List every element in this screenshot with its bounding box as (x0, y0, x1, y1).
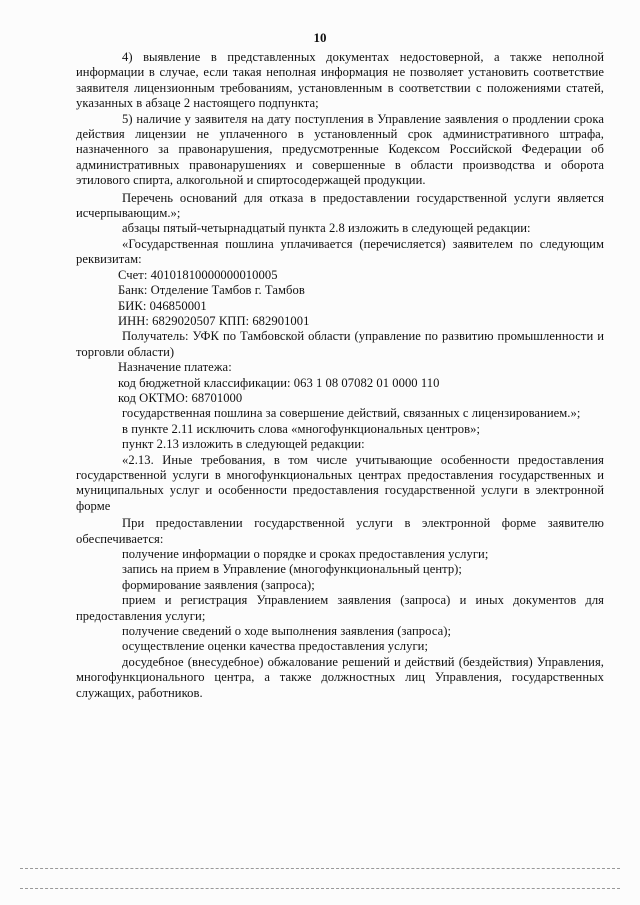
requisite-line: ИНН: 6829020507 КПП: 682901001 (118, 313, 310, 328)
list-item: получение информации о порядке и сроках предоставления услуги; (122, 547, 489, 561)
paragraph: в пункте 2.11 исключить слова «многофункциональных центров»; (122, 421, 481, 436)
list-item: осуществление оценки качества предоставления услуги; (122, 639, 428, 654)
paragraph: абзацы пятый-четырнадцатый пункта 2.8 изложить в следующей редакции: (122, 221, 531, 236)
paragraph: «2.13. Иные требования, в том числе учитывающие особенности предоставления государственной услуги в многофункциональных центрах предоставления государственных и муниципальных услуг и особенности предоставления государственной услуги в электронной форме (76, 452, 604, 513)
purpose-line: код бюджетной классификации: 063 1 08 07082 01 0000 110 (118, 375, 440, 390)
paragraph: 5) наличие у заявителя на дату поступления в Управление заявления о продлении срока действия лицензии не уплаченного в установленный срок административного штрафа, назначенного за правонарушения, предусмотренные Кодексом Российской Федерации об административных правонарушениях и совершенные в области производства и оборота этилового спирта, алкогольной и спиртосодержащей продукции. (76, 111, 604, 188)
list-item: прием и регистрация Управлением заявления (запроса) и иных документов для предоставления услуги; (76, 593, 604, 623)
list-item: формирование заявления (запроса); (122, 577, 315, 592)
paragraph: Перечень оснований для отказа в предоставлении государственной услуги является исчерпывающим.»; (76, 190, 604, 221)
scan-artifact-line (20, 888, 620, 889)
paragraph: пункт 2.13 изложить в следующей редакции: (122, 437, 365, 452)
purpose-line: Назначение платежа: (118, 360, 232, 375)
page-number: 10 (313, 30, 327, 45)
list-item: досудебное (внесудебное) обжалование решений и действий (бездействия) Управления, многофункционального центра, а также должностных лиц Управления, государственных служащих, работников. (76, 654, 604, 700)
paragraph: 4) выявление в представленных документах недостоверной, а также неполной информации в случае, если такая неполная информация не позволяет установить соответствие заявителя лицензионным требованиям, установленным в соответствии с положениями статей, указанных в абзаце 2 настоящего подпункта; (76, 50, 604, 111)
recipient-paragraph: Получатель: УФК по Тамбовской области (управление по развитию промышленности и торговли области) (76, 329, 604, 359)
paragraph: «Государственная пошлина уплачивается (перечисляется) заявителем по следующим реквизитам: (76, 236, 604, 267)
document-body (76, 50, 604, 701)
scan-artifact-line (20, 868, 620, 869)
purpose-line: код ОКТМО: 68701000 (118, 390, 243, 405)
requisite-line: Банк: Отделение Тамбов г. Тамбов (118, 283, 305, 298)
list-item: запись на прием в Управление (многофункциональный центр); (122, 562, 462, 577)
list-item: получение сведений о ходе выполнения заявления (запроса); (122, 624, 452, 639)
paragraph: При предоставлении государственной услуги в электронной форме заявителю обеспечивается: (76, 516, 604, 546)
paragraph: государственная пошлина за совершение действий, связанных с лицензированием.»; (122, 406, 581, 421)
requisite-line: Счет: 40101810000000010005 (118, 267, 278, 282)
requisite-line: БИК: 046850001 (118, 298, 207, 313)
